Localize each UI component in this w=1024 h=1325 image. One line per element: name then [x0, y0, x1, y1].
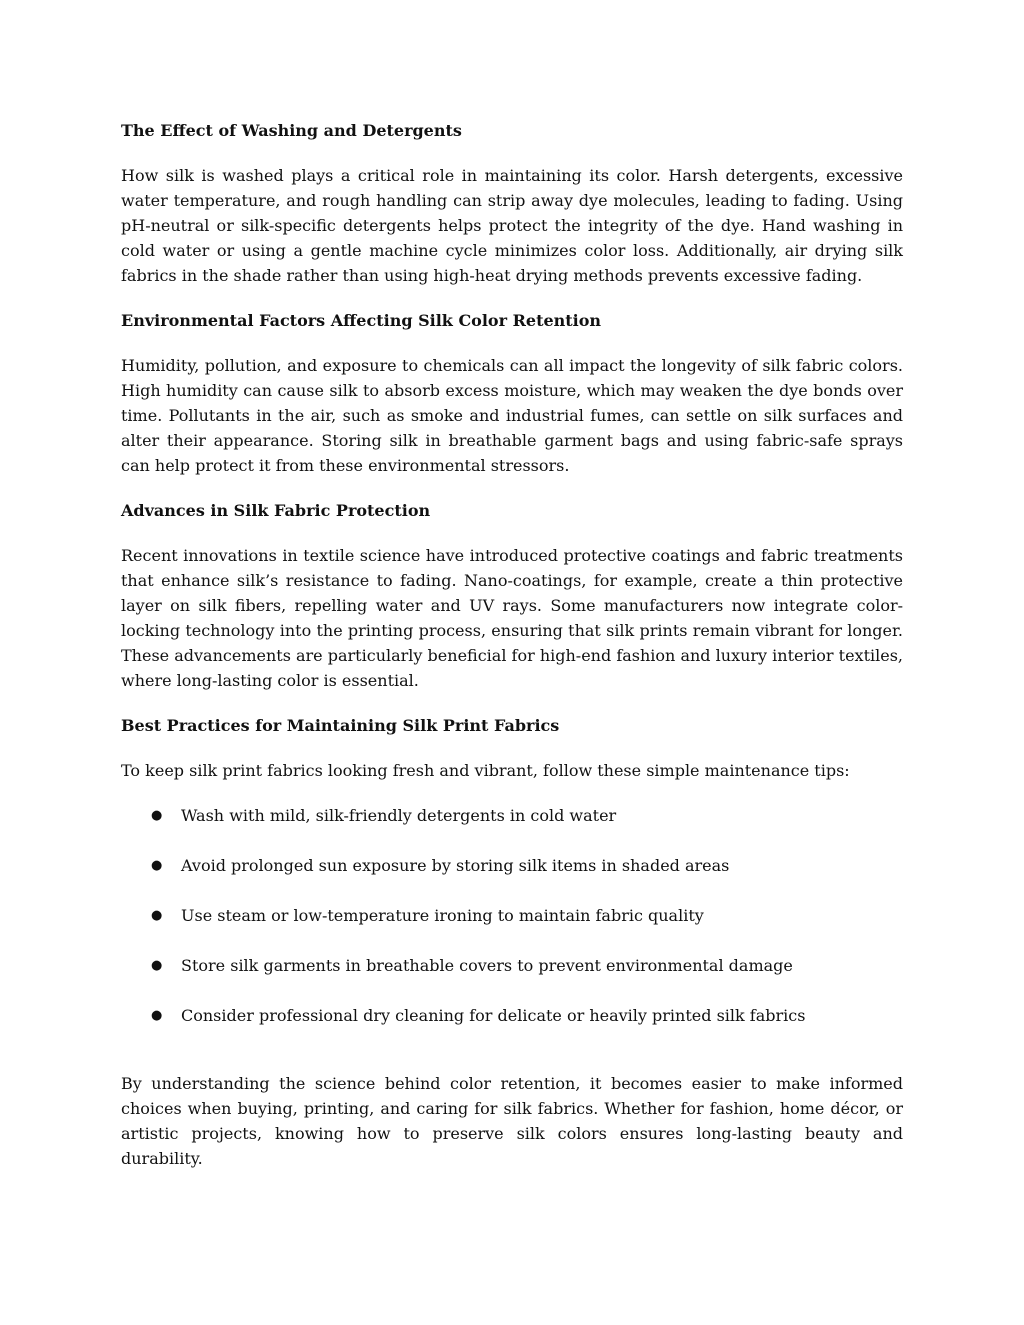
bullet-icon: ●: [151, 908, 163, 923]
list-item: [121, 1003, 903, 1028]
tip-text: Use steam or low-temperature ironing to maintain fabric quality: [181, 906, 704, 925]
bullet-icon: ●: [151, 958, 163, 973]
bullet-icon: ●: [151, 808, 163, 823]
section-body-environmental: Humidity, pollution, and exposure to chemicals can all impact the longevity of silk fabric colors. High humidity can cause silk to absorb excess moisture, which may weaken the dye bonds over time. Pollutants in the air, such as smoke and industrial fumes, can settle on silk surfaces and alter their appearance. Storing silk in breathable garment bags and using fabric-safe sprays can help protect it from these environmental stressors.: [121, 356, 903, 475]
section-heading-environmental: Environmental Factors Affecting Silk Color Retention: [121, 311, 602, 330]
bullet-icon: ●: [151, 858, 163, 873]
list-item: [121, 853, 903, 878]
list-item: [121, 803, 903, 828]
tip-text: Consider professional dry cleaning for delicate or heavily printed silk fabrics: [181, 1006, 806, 1025]
section-body-advances: Recent innovations in textile science have introduced protective coatings and fabric treatments that enhance silk’s resistance to fading. Nano-coatings, for example, create a thin protective layer on silk fibers, repelling water and UV rays. Some manufacturers now integrate color-locking technology into the printing process, ensuring that silk prints remain vibrant for longer. These advancements are particularly beneficial for high-end fashion and luxury interior textiles, where long-lasting color is essential.: [121, 546, 903, 690]
section-body-best-practices: To keep silk print fabrics looking fresh and vibrant, follow these simple maintenance tips:: [121, 761, 850, 780]
section-heading-washing: The Effect of Washing and Detergents: [121, 121, 462, 140]
document-page: [121, 118, 903, 1191]
section-heading-best-practices: Best Practices for Maintaining Silk Print Fabrics: [121, 716, 560, 735]
list-item: [121, 903, 903, 928]
bullet-icon: ●: [151, 1008, 163, 1023]
tip-text: Store silk garments in breathable covers to prevent environmental damage: [181, 956, 793, 975]
tip-text: Wash with mild, silk-friendly detergents in cold water: [181, 806, 617, 825]
tips-list: [121, 803, 903, 1028]
tip-text: Avoid prolonged sun exposure by storing silk items in shaded areas: [181, 856, 730, 875]
section-body-washing: How silk is washed plays a critical role in maintaining its color. Harsh detergents, excessive water temperature, and rough handling can strip away dye molecules, leading to fading. Using pH-neutral or silk-specific detergents helps protect the integrity of the dye. Hand washing in cold water or using a gentle machine cycle minimizes color loss. Additionally, air drying silk fabrics in the shade rather than using high-heat drying methods prevents excessive fading.: [121, 166, 903, 285]
section-heading-advances: Advances in Silk Fabric Protection: [121, 501, 431, 520]
list-item: [121, 953, 903, 978]
closing-paragraph: By understanding the science behind color retention, it becomes easier to make informed choices when buying, printing, and caring for silk fabrics. Whether for fashion, home décor, or artistic projects, knowing how to preserve silk colors ensures long-lasting beauty and durability.: [121, 1074, 903, 1168]
